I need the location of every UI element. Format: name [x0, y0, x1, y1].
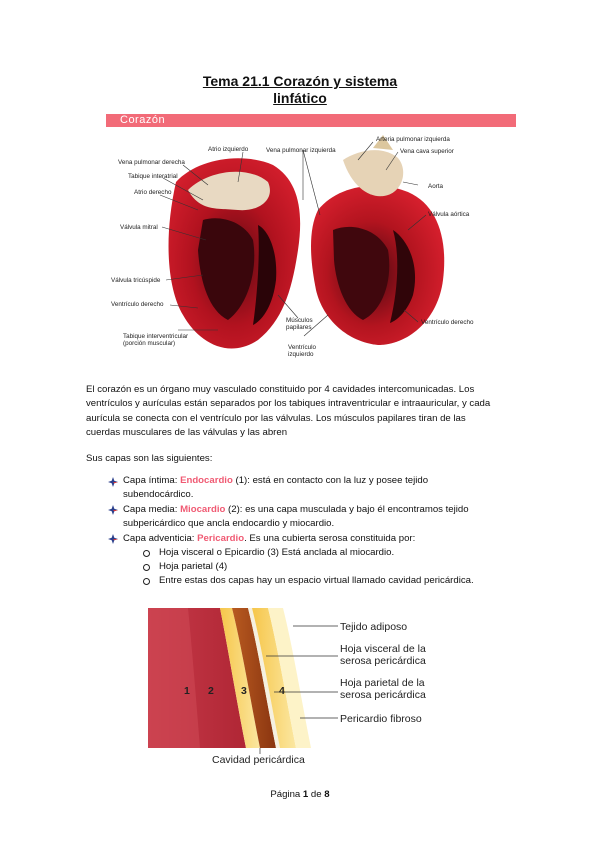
layer-item-intima	[123, 474, 503, 503]
layer-text-continued: subendocárdico.	[123, 489, 194, 501]
label-tejido-adiposo: Tejido adiposo	[340, 621, 408, 633]
label-vena-pulmonar-izquierda: Vena pulmonar izquierda	[266, 147, 336, 154]
label-ventriculo-derecho-left: Ventrículo derecho	[111, 301, 164, 308]
arrow-bullet-icon	[108, 534, 118, 544]
footer-prefix: Página	[270, 789, 303, 800]
label-valvula-mitral: Válvula mitral	[120, 224, 158, 231]
intro-line: aurícula se conecta con el ventrículo por las válvulas. Los músculos papilares tiran de las	[86, 412, 466, 424]
intro-paragraph	[86, 383, 516, 441]
page-footer	[0, 789, 600, 800]
label-atrio-derecho: Atrio derecho	[134, 189, 172, 196]
footer-page-number: 1	[302, 789, 309, 800]
label-vena-pulmonar-derecha: Vena pulmonar derecha	[118, 159, 185, 166]
circle-bullet-icon	[143, 550, 150, 557]
layers-intro: Sus capas son las siguientes:	[86, 453, 213, 464]
layer-item-adventicia	[123, 532, 503, 546]
label-hoja-parietal: Hoja parietal de la	[340, 677, 425, 689]
layer-number-3: 3	[241, 685, 247, 697]
arrow-bullet-icon	[108, 477, 118, 487]
arrow-bullet-icon	[108, 505, 118, 515]
footer-separator: de	[308, 789, 325, 800]
layer-prefix: Capa íntima:	[123, 475, 181, 486]
intro-line: ventrículos y aurículas están separados por los tabiques intraventricular e intraauricular, y cada	[86, 398, 491, 410]
layer-prefix: Capa adventicia:	[123, 533, 198, 544]
layer-name: Pericardio	[197, 533, 245, 544]
layer-name: Miocardio	[180, 504, 226, 515]
label-ventriculo-izquierdo-2: izquierdo	[288, 351, 314, 358]
intro-line: cuerdas musculares de las válvulas y las abren	[86, 427, 288, 439]
page-title-line1: Tema 21.1 Corazón y sistema	[202, 73, 398, 89]
layer-text: (1): está en contacto con la luz y posee tejido	[232, 475, 429, 486]
label-tabique-interventricular: Tabique interventricular	[123, 333, 189, 340]
label-ventriculo-izquierdo: Ventrículo	[288, 344, 317, 351]
layer-text: (2): es una capa musculada y bajo él encontramos tejido	[225, 504, 469, 515]
label-vena-cava-superior: Vena cava superior	[400, 148, 454, 155]
sublayer-item: Entre estas dos capas hay un espacio virtual llamado cavidad pericárdica.	[159, 575, 474, 586]
layer-text-continued: subpericárdico que ancla endocardio y miocardio.	[123, 518, 335, 530]
footer-total-pages: 8	[324, 789, 330, 800]
label-cavidad-pericardica: Cavidad pericárdica	[212, 754, 305, 766]
label-tabique-porcion: (porción muscular)	[123, 340, 176, 347]
layer-number-4: 4	[279, 685, 285, 697]
label-valvula-aortica: Válvula aórtica	[428, 211, 470, 218]
label-pericardio-fibroso: Pericardio fibroso	[340, 713, 422, 725]
label-tabique-interatrial: Tabique interatrial	[128, 173, 178, 180]
layer-number-2: 2	[208, 685, 214, 697]
layer-item-media	[123, 503, 503, 532]
label-arteria-pulmonar-izquierda: Arteria pulmonar izquierda	[376, 136, 450, 143]
sublayer-item: Hoja visceral o Epicardio (3) Está anclada al miocardio.	[159, 547, 395, 558]
sublayer-item: Hoja parietal (4)	[159, 561, 228, 572]
circle-bullet-icon	[143, 578, 150, 585]
label-aorta: Aorta	[428, 183, 444, 190]
pericardium-layers-diagram	[148, 608, 448, 770]
label-ventriculo-derecho-right: Ventrículo derecho	[421, 319, 474, 326]
label-atrio-izquierdo: Atrio izquierdo	[208, 146, 249, 153]
layer-name: Endocardio	[180, 475, 233, 486]
circle-bullet-icon	[143, 564, 150, 571]
heart-illustration	[108, 130, 488, 366]
label-valvula-tricuspide: Válvula tricúspide	[111, 277, 161, 284]
label-hoja-parietal-2: serosa pericárdica	[340, 689, 426, 701]
page-title-line2: linfático	[273, 90, 327, 106]
label-musculos-papilares: Músculos	[286, 317, 313, 324]
intro-line: El corazón es un órgano muy vasculado constituido por 4 cavidades intercomunicadas. Los	[86, 384, 475, 395]
layer-number-1: 1	[184, 685, 190, 697]
label-hoja-visceral-2: serosa pericárdica	[340, 655, 426, 667]
section-band: Corazón	[106, 114, 516, 127]
layer-text: . Es una cubierta serosa constituida por:	[244, 533, 416, 544]
label-hoja-visceral: Hoja visceral de la	[340, 643, 426, 655]
label-musculos-papilares-2: papilares	[286, 324, 312, 331]
layer-prefix: Capa media:	[123, 504, 181, 515]
